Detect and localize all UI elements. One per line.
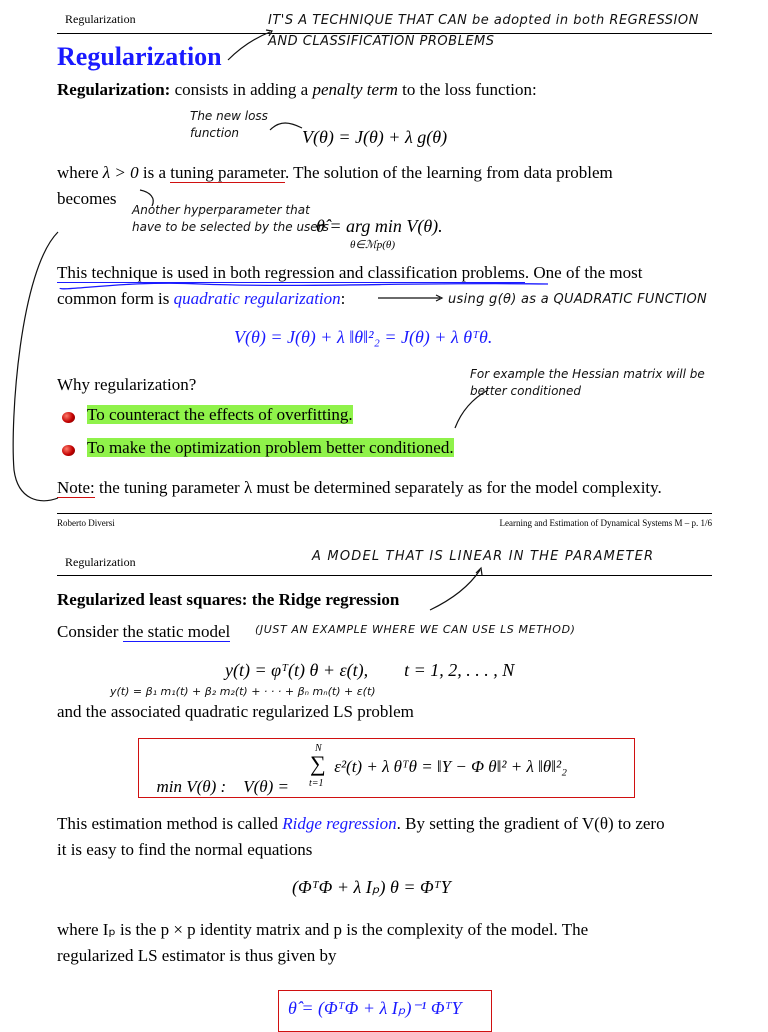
- common-em: quadratic regularization: [173, 289, 341, 308]
- note-quadratic: using g(θ) as a QUADRATIC FUNCTION: [448, 292, 708, 307]
- arrow-title-note: [228, 32, 270, 60]
- method-em: Ridge regression: [282, 814, 397, 833]
- common-text-b: :: [340, 289, 346, 308]
- tuning-parameter-underlined: tuning parameter: [170, 163, 285, 182]
- arrow-hessian: [455, 390, 488, 428]
- arrow-hyper: [140, 190, 153, 206]
- slide2-header: Regularization: [65, 555, 136, 569]
- method-text-a: This estimation method is called: [57, 814, 283, 833]
- note-label: Note:: [57, 478, 95, 497]
- note-expansion: y(t) = β₁ m₁(t) + β₂ m₂(t) + · · · + βₙ mₙ(t) + ε(t): [110, 685, 376, 698]
- slide2-annotation-arrows: [0, 540, 768, 660]
- bullet-1-text: To counteract the effects of overfitting.: [87, 405, 353, 424]
- note-new-loss: The new loss function: [190, 109, 268, 140]
- bullet-2-text: To make the optimization problem better conditioned.: [87, 438, 454, 457]
- note-hessian: For example the Hessian matrix will be better conditioned: [470, 367, 705, 398]
- equation-normal: (ΦᵀΦ + λ Iₚ) θ = ΦᵀY: [292, 877, 451, 897]
- footer-course: Learning and Estimation of Dynamical Systems M – p. 1/6: [499, 518, 712, 528]
- consider-text: Consider: [57, 622, 123, 641]
- slide2-subtitle: Regularized least squares: the Ridge regression: [57, 590, 400, 609]
- arrow-linear-model: [430, 570, 480, 610]
- where-math: λ > 0: [102, 163, 139, 182]
- becomes-text: becomes: [57, 189, 117, 208]
- equation-final: θ̂ = (ΦᵀΦ + λ Iₚ)⁻¹ ΦᵀY: [288, 998, 462, 1018]
- boxed-equation: [148, 757, 293, 797]
- sum-sign: ∑: [310, 751, 326, 776]
- intro-em: penalty term: [312, 80, 398, 99]
- method-line: [57, 814, 665, 834]
- where-text-b: is a: [138, 163, 171, 182]
- boxed-eq-part-b: ε²(t) + λ θᵀθ = ‖Y − Φ θ‖² + λ ‖θ‖²₂: [330, 757, 568, 776]
- slide2-header-note: A MODEL THAT IS LINEAR IN THE PARAMETER: [312, 549, 655, 564]
- footer-author: Roberto Diversi: [57, 518, 115, 528]
- where-ip-line-2: regularized LS estimator is thus given by: [57, 946, 337, 965]
- sum-top: N: [315, 743, 322, 754]
- where-text-c: . The solution of the learning from data problem: [284, 163, 613, 182]
- intro-bold: Regularization:: [57, 80, 171, 99]
- where-text-a: where: [57, 163, 103, 182]
- technique-underlined: This technique is used in both regression and classification problems: [57, 263, 525, 282]
- why-regularization: Why regularization?: [57, 375, 197, 394]
- slide1-header-note: IT'S A TECHNIQUE THAT CAN be adopted in both REGRESSION AND CLASSIFICATION PROBLEMS: [268, 13, 699, 49]
- note-static-example: (JUST AN EXAMPLE WHERE WE CAN USE LS METHOD): [255, 623, 576, 636]
- equation-model: y(t) = φᵀ(t) θ + ε(t), t = 1, 2, . . . , N: [225, 660, 515, 680]
- intro-text-a: consists in adding a: [170, 80, 313, 99]
- equation-1: V(θ) = J(θ) + λ g(θ): [302, 127, 448, 147]
- sum-bottom: t=1: [309, 778, 324, 789]
- equation-2: θ̂ = arg min V(θ).: [316, 216, 443, 236]
- boxed-eq-part-a: min V(θ) : V(θ) =: [156, 777, 294, 796]
- slide1-header: Regularization: [65, 12, 136, 26]
- arrow-left-bracket: [13, 232, 58, 501]
- method-line-2: it is easy to find the normal equations: [57, 840, 313, 859]
- arrow-new-loss: [270, 123, 302, 130]
- intro-text-b: to the loss function:: [397, 80, 537, 99]
- blue-underline-stroke: [60, 283, 548, 289]
- static-model-underlined: the static model: [122, 622, 231, 641]
- slide1-title: Regularization: [57, 42, 222, 71]
- associated-text: and the associated quadratic regularized LS problem: [57, 702, 414, 721]
- note-text: the tuning parameter λ must be determined separately as for the model complexity.: [94, 478, 662, 497]
- equation-3: V(θ) = J(θ) + λ ‖θ‖²₂ = J(θ) + λ θᵀθ.: [234, 327, 493, 347]
- equation-2-subscript: θ∈ℳp(θ): [350, 239, 395, 251]
- where-ip-line: where Iₚ is the p × p identity matrix and p is the complexity of the model. The: [57, 920, 589, 939]
- method-text-b: . By setting the gradient of V(θ) to zero: [396, 814, 665, 833]
- technique-rest: . One of the most: [524, 263, 643, 282]
- note-hyperparameter: Another hyperparameter that have to be selected by the users: [132, 203, 329, 234]
- common-text-a: common form is: [57, 289, 174, 308]
